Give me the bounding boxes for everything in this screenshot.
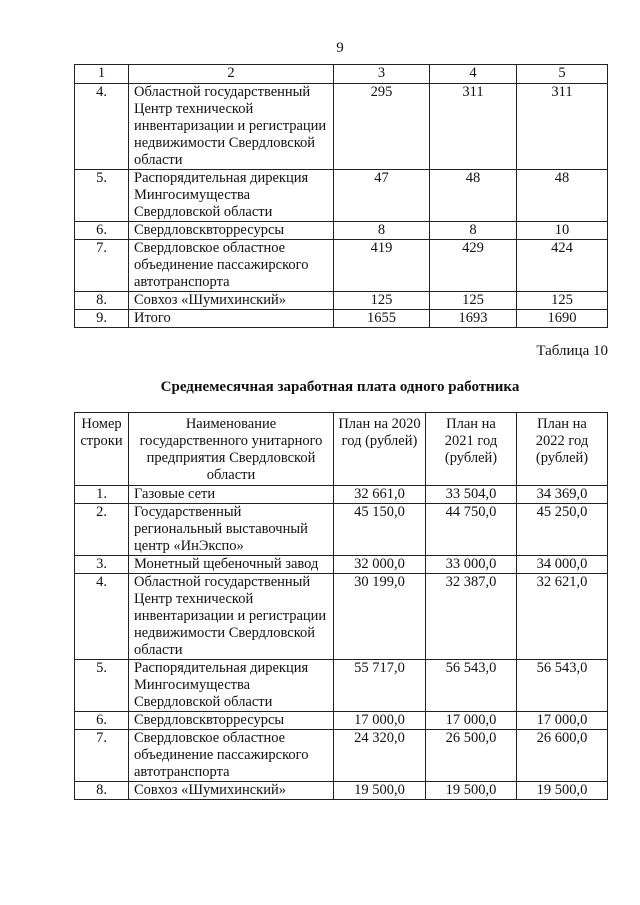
- total-col4: 1693: [430, 310, 517, 328]
- table-label: Таблица 10: [536, 343, 608, 359]
- header-plan-2022: План на 2022 год (рублей): [517, 413, 608, 486]
- value-col3: 47: [334, 170, 430, 222]
- average-salary-table: [74, 412, 608, 800]
- row-number: 5.: [75, 170, 129, 222]
- row-number: 7.: [75, 240, 129, 292]
- enterprise-name: Свердловсквторресурсы: [129, 222, 334, 240]
- table-row: [75, 240, 608, 292]
- enterprise-name: Свердловсквторресурсы: [129, 712, 334, 730]
- header-plan-2020: План на 2020 год (рублей): [334, 413, 426, 486]
- plan-2021: 26 500,0: [426, 730, 517, 782]
- plan-2020: 32 000,0: [334, 556, 426, 574]
- value-col3: 295: [334, 84, 430, 170]
- enterprise-name: Совхоз «Шумихинский»: [129, 782, 334, 800]
- plan-2021: 44 750,0: [426, 504, 517, 556]
- plan-2022: 45 250,0: [517, 504, 608, 556]
- col-2: 2: [129, 65, 334, 84]
- table-row: [75, 730, 608, 782]
- value-col4: 125: [430, 292, 517, 310]
- enterprise-name: Областной государственный Центр технической инвентаризации и регистрации недвижимости Свердловской области: [129, 574, 334, 660]
- row-number: 3.: [75, 556, 129, 574]
- plan-2020: 17 000,0: [334, 712, 426, 730]
- enterprise-name: Совхоз «Шумихинский»: [129, 292, 334, 310]
- plan-2021: 56 543,0: [426, 660, 517, 712]
- row-number: 6.: [75, 222, 129, 240]
- column-number-row: [75, 65, 608, 84]
- enterprise-name: Распорядительная дирекция Мингосимущества Свердловской области: [129, 170, 334, 222]
- enterprise-name: Распорядительная дирекция Мингосимущества Свердловской области: [129, 660, 334, 712]
- plan-2021: 32 387,0: [426, 574, 517, 660]
- row-number: 7.: [75, 730, 129, 782]
- col-5: 5: [517, 65, 608, 84]
- value-col4: 311: [430, 84, 517, 170]
- table-row: [75, 504, 608, 556]
- row-number: 9.: [75, 310, 129, 328]
- table-row: [75, 712, 608, 730]
- plan-2021: 33 504,0: [426, 486, 517, 504]
- plan-2022: 26 600,0: [517, 730, 608, 782]
- plan-2020: 24 320,0: [334, 730, 426, 782]
- table-row: [75, 660, 608, 712]
- enterprise-name: Областной государственный Центр технической инвентаризации и регистрации недвижимости Свердловской области: [129, 84, 334, 170]
- row-number: 4.: [75, 574, 129, 660]
- value-col4: 429: [430, 240, 517, 292]
- plan-2022: 56 543,0: [517, 660, 608, 712]
- enterprise-name: Газовые сети: [129, 486, 334, 504]
- header-row-number: Номер строки: [75, 413, 129, 486]
- enterprise-name: Свердловское областное объединение пассажирского автотранспорта: [129, 730, 334, 782]
- col-1: 1: [75, 65, 129, 84]
- table-title: Среднемесячная заработная плата одного работника: [160, 379, 520, 395]
- plan-2021: 19 500,0: [426, 782, 517, 800]
- plan-2020: 32 661,0: [334, 486, 426, 504]
- enterprise-name: Монетный щебеночный завод: [129, 556, 334, 574]
- value-col5: 311: [517, 84, 608, 170]
- total-col5: 1690: [517, 310, 608, 328]
- enterprise-name: Свердловское областное объединение пассажирского автотранспорта: [129, 240, 334, 292]
- table-row: [75, 170, 608, 222]
- table-row: [75, 222, 608, 240]
- enterprise-name: Государственный региональный выставочный центр «ИнЭкспо»: [129, 504, 334, 556]
- header-row: [75, 413, 608, 486]
- plan-2022: 32 621,0: [517, 574, 608, 660]
- value-col4: 48: [430, 170, 517, 222]
- plan-2022: 17 000,0: [517, 712, 608, 730]
- value-col5: 10: [517, 222, 608, 240]
- col-4: 4: [430, 65, 517, 84]
- plan-2022: 19 500,0: [517, 782, 608, 800]
- staff-count-table-continued: [74, 64, 608, 328]
- value-col5: 48: [517, 170, 608, 222]
- header-plan-2021: План на 2021 год (рублей): [426, 413, 517, 486]
- plan-2020: 19 500,0: [334, 782, 426, 800]
- plan-2020: 45 150,0: [334, 504, 426, 556]
- row-number: 5.: [75, 660, 129, 712]
- plan-2022: 34 000,0: [517, 556, 608, 574]
- value-col3: 8: [334, 222, 430, 240]
- col-3: 3: [334, 65, 430, 84]
- row-number: 2.: [75, 504, 129, 556]
- row-number: 8.: [75, 782, 129, 800]
- total-label: Итого: [129, 310, 334, 328]
- row-number: 4.: [75, 84, 129, 170]
- table-row: [75, 292, 608, 310]
- total-col3: 1655: [334, 310, 430, 328]
- value-col3: 419: [334, 240, 430, 292]
- table-row: [75, 782, 608, 800]
- table-row: [75, 84, 608, 170]
- plan-2022: 34 369,0: [517, 486, 608, 504]
- table-row: [75, 574, 608, 660]
- header-enterprise-name: Наименование государственного унитарного предприятия Свердловской области: [129, 413, 334, 486]
- row-number: 1.: [75, 486, 129, 504]
- row-number: 6.: [75, 712, 129, 730]
- value-col5: 125: [517, 292, 608, 310]
- plan-2021: 33 000,0: [426, 556, 517, 574]
- row-number: 8.: [75, 292, 129, 310]
- plan-2021: 17 000,0: [426, 712, 517, 730]
- table-row: [75, 486, 608, 504]
- total-row: [75, 310, 608, 328]
- table-row: [75, 556, 608, 574]
- plan-2020: 55 717,0: [334, 660, 426, 712]
- plan-2020: 30 199,0: [334, 574, 426, 660]
- value-col3: 125: [334, 292, 430, 310]
- page-number: 9: [336, 40, 344, 56]
- value-col4: 8: [430, 222, 517, 240]
- value-col5: 424: [517, 240, 608, 292]
